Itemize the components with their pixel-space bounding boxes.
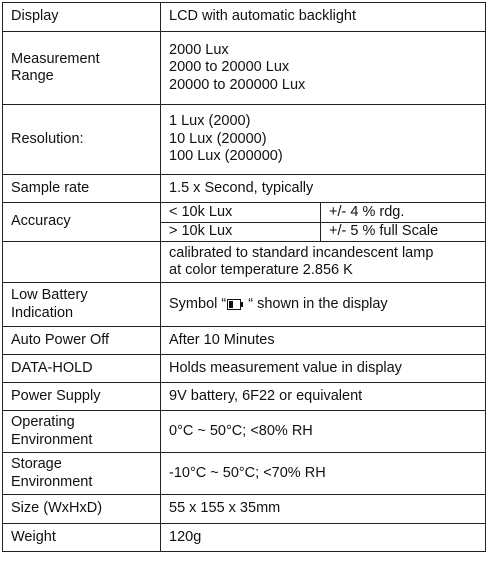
spec-value-line: calibrated to standard incandescent lamp	[169, 244, 434, 261]
spec-row-auto-power-off	[3, 327, 486, 355]
spec-value	[161, 105, 486, 175]
spec-label: DATA-HOLD	[3, 355, 161, 383]
spec-row-measurement-range	[3, 32, 486, 105]
spec-value	[161, 242, 486, 283]
spec-label-line: Measurement	[11, 50, 100, 67]
spec-row-weight	[3, 524, 486, 552]
spec-label	[3, 283, 161, 327]
spec-value-line: 10 Lux (20000)	[169, 130, 267, 147]
spec-row-accuracy	[3, 203, 486, 242]
spec-label: Power Supply	[3, 383, 161, 411]
spec-label	[3, 32, 161, 105]
spec-label-line: Environment	[11, 431, 93, 448]
spec-value: Holds measurement value in display	[161, 355, 486, 383]
spec-row-calibration-note	[3, 242, 486, 283]
accuracy-range: > 10k Lux	[161, 222, 321, 241]
spec-label-line: Low Battery	[11, 287, 88, 303]
spec-value-line: 2000 Lux	[169, 41, 229, 58]
spec-value-line: at color temperature 2.856 K	[169, 262, 353, 278]
spec-value: 1.5 x Second, typically	[161, 175, 486, 203]
spec-value-line: 20000 to 200000 Lux	[169, 76, 306, 93]
accuracy-row	[161, 222, 485, 241]
accuracy-subtable-cell	[161, 203, 486, 242]
spec-value-line: 2000 to 20000 Lux	[169, 59, 290, 76]
spec-label: Accuracy	[3, 203, 161, 242]
spec-label-line: Environment	[11, 473, 93, 490]
low-battery-text-before: Symbol “	[169, 295, 227, 312]
spec-label: Display	[3, 3, 161, 32]
spec-label-line: Storage	[11, 456, 62, 472]
spec-label: Weight	[3, 524, 161, 552]
spec-row-sample-rate	[3, 175, 486, 203]
low-battery-text-after: “ shown in the display	[244, 295, 388, 312]
spec-label	[3, 411, 161, 453]
spec-value: 120g	[161, 524, 486, 552]
spec-row-operating-environment	[3, 411, 486, 453]
spec-row-low-battery	[3, 283, 486, 327]
spec-value-line: 1 Lux (2000)	[169, 113, 251, 130]
accuracy-range: < 10k Lux	[161, 203, 321, 222]
spec-value	[161, 32, 486, 105]
spec-value-line: 100 Lux (200000)	[169, 148, 283, 165]
spec-row-size	[3, 495, 486, 524]
spec-value: After 10 Minutes	[161, 327, 486, 355]
accuracy-row	[161, 203, 485, 222]
spec-value: 0°C ~ 50°C; <80% RH	[161, 411, 486, 453]
spec-label: Sample rate	[3, 175, 161, 203]
battery-icon	[227, 299, 243, 310]
spec-label: Size (WxHxD)	[3, 495, 161, 524]
spec-label-empty	[3, 242, 161, 283]
spec-row-resolution	[3, 105, 486, 175]
spec-row-storage-environment	[3, 453, 486, 495]
spec-row-display	[3, 3, 486, 32]
spec-label: Resolution:	[3, 105, 161, 175]
spec-label	[3, 453, 161, 495]
specifications-table	[2, 2, 486, 552]
accuracy-value: +/- 4 % rdg.	[321, 203, 486, 222]
spec-row-data-hold	[3, 355, 486, 383]
spec-label: Auto Power Off	[3, 327, 161, 355]
accuracy-subtable	[161, 203, 485, 241]
spec-value: 9V battery, 6F22 or equivalent	[161, 383, 486, 411]
spec-label-line: Range	[11, 68, 54, 84]
spec-value	[161, 283, 486, 327]
spec-value: 55 x 155 x 35mm	[161, 495, 486, 524]
spec-value: -10°C ~ 50°C; <70% RH	[161, 453, 486, 495]
spec-value: LCD with automatic backlight	[161, 3, 486, 32]
spec-label-line: Indication	[11, 304, 74, 321]
spec-row-power-supply	[3, 383, 486, 411]
spec-label-line: Operating	[11, 414, 75, 430]
accuracy-value: +/- 5 % full Scale	[329, 223, 439, 240]
